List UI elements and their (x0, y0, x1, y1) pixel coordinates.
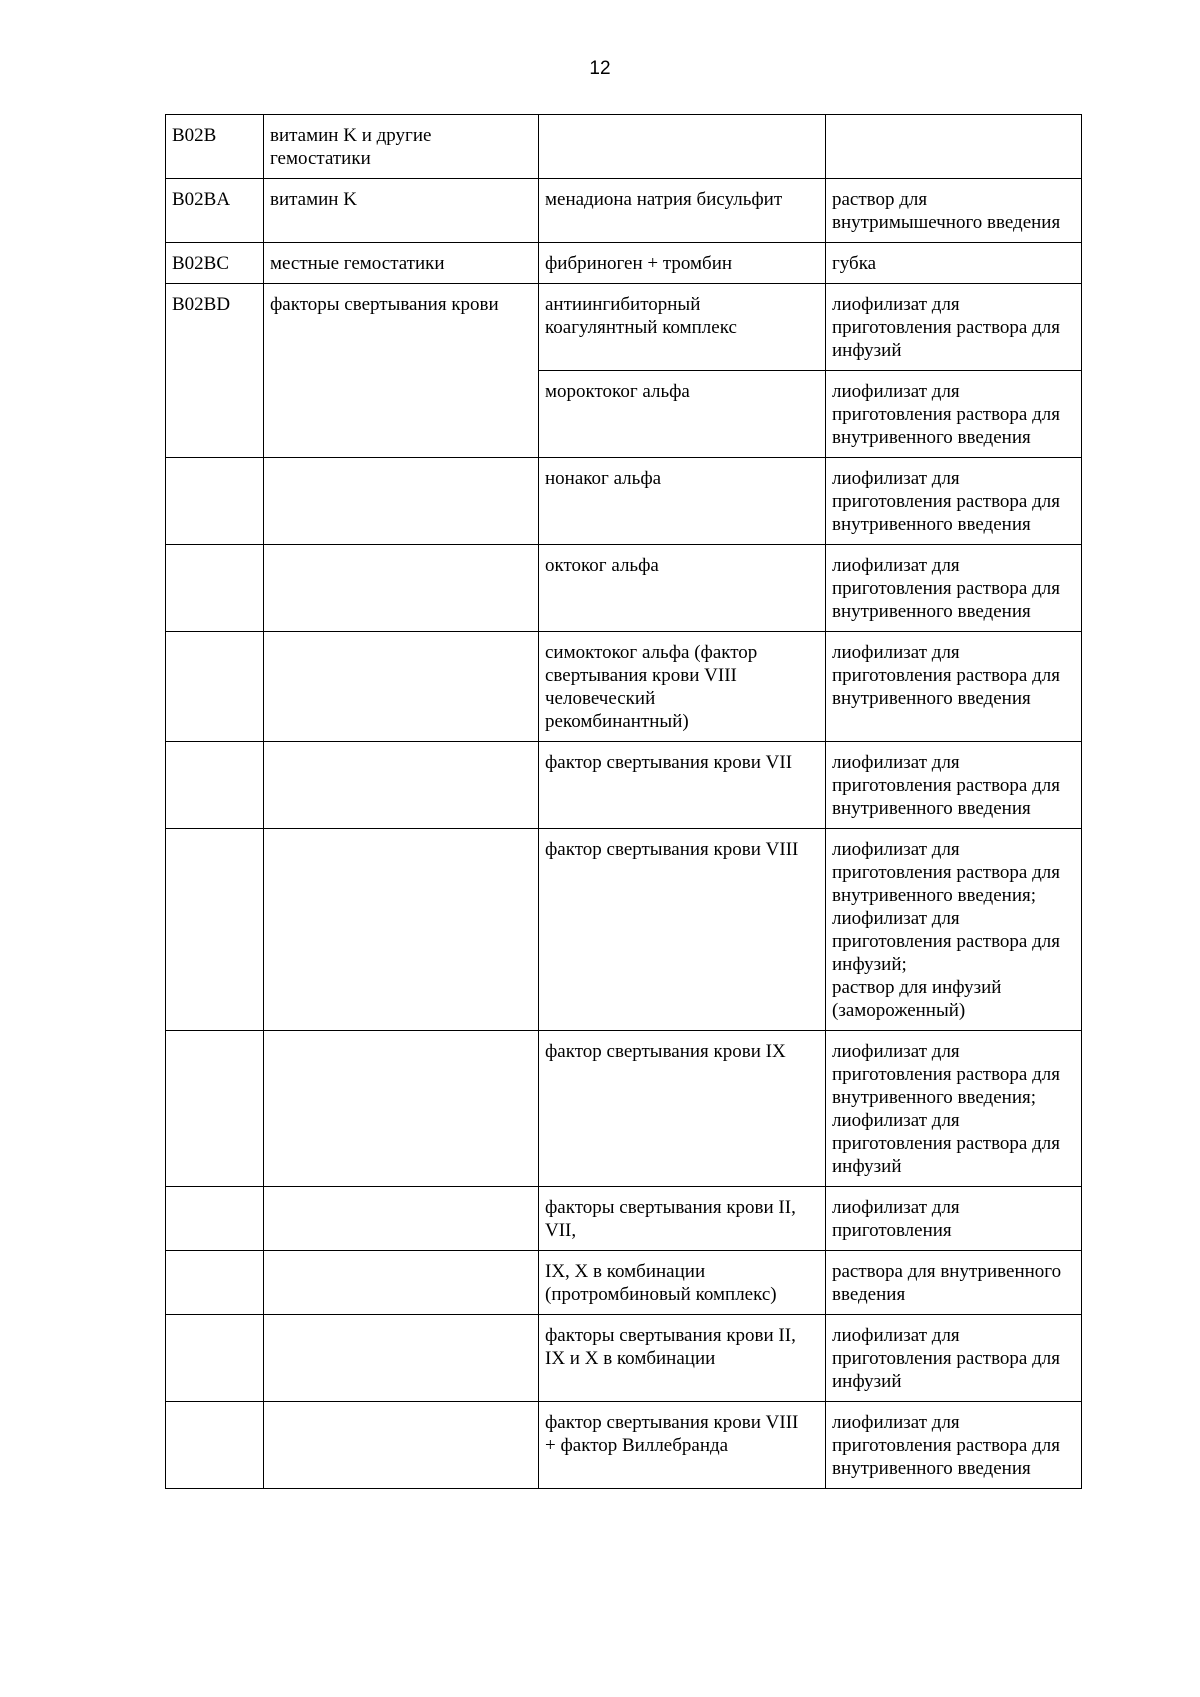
atc-code-cell (166, 458, 264, 545)
form-cell: лиофилизат для приготовления раствора для внутривенного введения (826, 371, 1082, 458)
drug-cell: фактор свертывания крови VII (539, 742, 826, 829)
table-row (166, 179, 1082, 243)
form-cell: лиофилизат для приготовления раствора для инфузий (826, 1315, 1082, 1402)
form-cell: лиофилизат для приготовления раствора для внутривенного введения (826, 742, 1082, 829)
atc-code-cell: B02B (166, 115, 264, 179)
form-cell: лиофилизат для приготовления раствора для инфузий (826, 284, 1082, 371)
drug-cell: фибриноген + тромбин (539, 243, 826, 284)
atc-code-cell (166, 1315, 264, 1402)
group-cell (264, 1315, 539, 1402)
group-cell (264, 1402, 539, 1489)
form-cell: лиофилизат для приготовления раствора для внутривенного введения (826, 545, 1082, 632)
drug-cell: менадиона натрия бисульфит (539, 179, 826, 243)
group-cell: факторы свертывания крови (264, 284, 539, 458)
form-cell: раствор для внутримышечного введения (826, 179, 1082, 243)
table-row (166, 1187, 1082, 1251)
group-cell (264, 1031, 539, 1187)
drug-cell: фактор свертывания крови VIII + фактор Виллебранда (539, 1402, 826, 1489)
table-row (166, 632, 1082, 742)
table-row (166, 742, 1082, 829)
drug-cell: симоктоког альфа (фактор свертывания крови VIII человеческий рекомбинантный) (539, 632, 826, 742)
atc-code-cell (166, 1251, 264, 1315)
table-row (166, 1402, 1082, 1489)
atc-code-cell: B02BD (166, 284, 264, 458)
atc-code-cell: B02BC (166, 243, 264, 284)
atc-code-cell (166, 1402, 264, 1489)
group-cell (264, 458, 539, 545)
atc-code-cell (166, 829, 264, 1031)
drug-cell: октоког альфа (539, 545, 826, 632)
form-cell: лиофилизат для приготовления раствора для внутривенного введения; лиофилизат для приготовления раствора для инфузий (826, 1031, 1082, 1187)
atc-code-cell: B02BA (166, 179, 264, 243)
table-row (166, 1315, 1082, 1402)
group-cell (264, 742, 539, 829)
group-cell (264, 632, 539, 742)
drug-cell: фактор свертывания крови IX (539, 1031, 826, 1187)
group-cell: витамин K и другие гемостатики (264, 115, 539, 179)
drug-table (165, 114, 1082, 1489)
group-cell (264, 1187, 539, 1251)
atc-code-cell (166, 545, 264, 632)
drug-cell: фактор свертывания крови VIII (539, 829, 826, 1031)
table-row (166, 243, 1082, 284)
form-cell: лиофилизат для приготовления раствора для внутривенного введения (826, 632, 1082, 742)
drug-cell: антиингибиторный коагулянтный комплекс (539, 284, 826, 371)
form-cell: губка (826, 243, 1082, 284)
group-cell: местные гемостатики (264, 243, 539, 284)
form-cell: лиофилизат для приготовления (826, 1187, 1082, 1251)
form-cell: лиофилизат для приготовления раствора для внутривенного введения (826, 1402, 1082, 1489)
atc-code-cell (166, 1187, 264, 1251)
form-cell: раствора для внутривенного введения (826, 1251, 1082, 1315)
table-row (166, 115, 1082, 179)
atc-code-cell (166, 632, 264, 742)
drug-cell: мороктоког альфа (539, 371, 826, 458)
table-row (166, 545, 1082, 632)
drug-cell: нонаког альфа (539, 458, 826, 545)
drug-cell: факторы свертывания крови II, VII, (539, 1187, 826, 1251)
drug-cell: IX, X в комбинации (протромбиновый комплекс) (539, 1251, 826, 1315)
form-cell: лиофилизат для приготовления раствора для внутривенного введения; лиофилизат для приготовления раствора для инфузий; раствор для инфузий (замороженный) (826, 829, 1082, 1031)
table-row (166, 1251, 1082, 1315)
table-row (166, 458, 1082, 545)
group-cell: витамин K (264, 179, 539, 243)
group-cell (264, 1251, 539, 1315)
drug-cell (539, 115, 826, 179)
drug-cell: факторы свертывания крови II, IX и X в комбинации (539, 1315, 826, 1402)
table-row (166, 1031, 1082, 1187)
group-cell (264, 545, 539, 632)
form-cell (826, 115, 1082, 179)
atc-code-cell (166, 1031, 264, 1187)
table-row (166, 829, 1082, 1031)
table-row (166, 284, 1082, 371)
form-cell: лиофилизат для приготовления раствора для внутривенного введения (826, 458, 1082, 545)
group-cell (264, 829, 539, 1031)
page-number: 12 (589, 58, 611, 79)
atc-code-cell (166, 742, 264, 829)
